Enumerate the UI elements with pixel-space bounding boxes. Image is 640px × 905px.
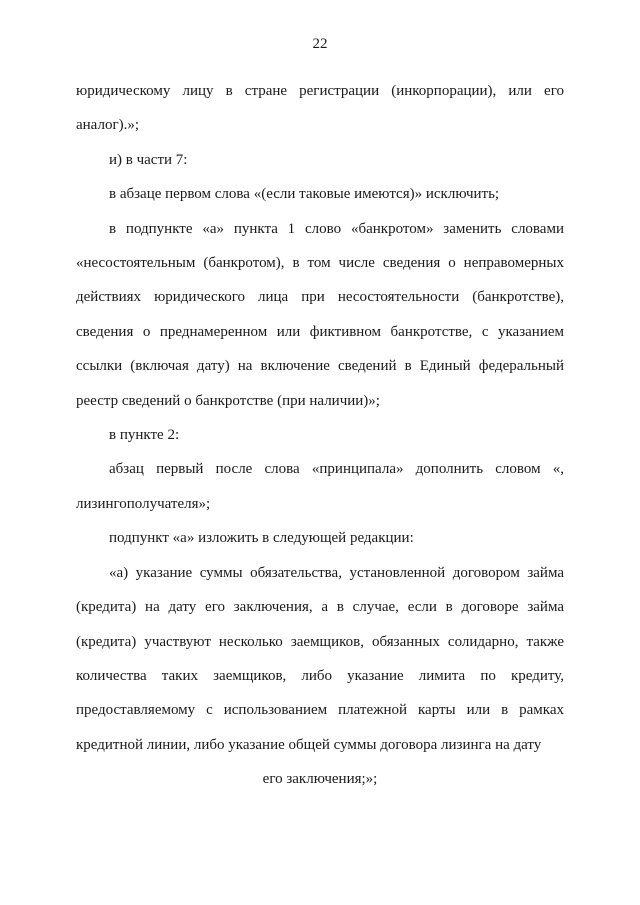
paragraph-quoted-subclause-a-end: его заключения;»; [262, 771, 378, 788]
page-number: 22 [312, 36, 328, 52]
paragraph-quoted-subclause-a: «а) указание суммы обязательства, установленной договором займа (кредита) на дату его заключения, а в случае, если в договоре займа (кредита) участвуют несколько заемщиков, обязанных солидарно, также количества таких заемщиков, либо указание лимита по кредиту, предоставляемому с использованием платежной карты или в рамках кредитной линии, либо указание общей суммы договора лизинга на дату [76, 564, 564, 753]
paragraph-add-lessee: абзац первый после слова «принципала» дополнить словом «, лизингополучателя»; [76, 461, 564, 512]
paragraph-subclause-a-new-edition: подпункт «а» изложить в следующей редакции: [109, 530, 414, 547]
paragraph-point-2: в пункте 2: [109, 427, 180, 444]
paragraph-clause-i: и) в части 7: [109, 151, 188, 168]
paragraph-subclause-a-point-1: в подпункте «а» пункта 1 слово «банкротом» заменить словами «несостоятельным (банкротом), в том числе сведения о неправомерных действиях юридического лица при несостоятельности (банкротстве), сведения о преднамеренном или фиктивном банкротстве, с указанием ссылки (включая дату) на включение сведений в Единый федеральный реестр сведений о банкротстве (при наличии)»; [76, 220, 564, 409]
paragraph-continuation: юридическому лицу в стране регистрации (инкорпорации), или его аналог).»; [76, 83, 564, 134]
document-body [76, 74, 564, 797]
paragraph-first-abzac: в абзаце первом слова «(если таковые имеются)» исключить; [109, 186, 500, 203]
